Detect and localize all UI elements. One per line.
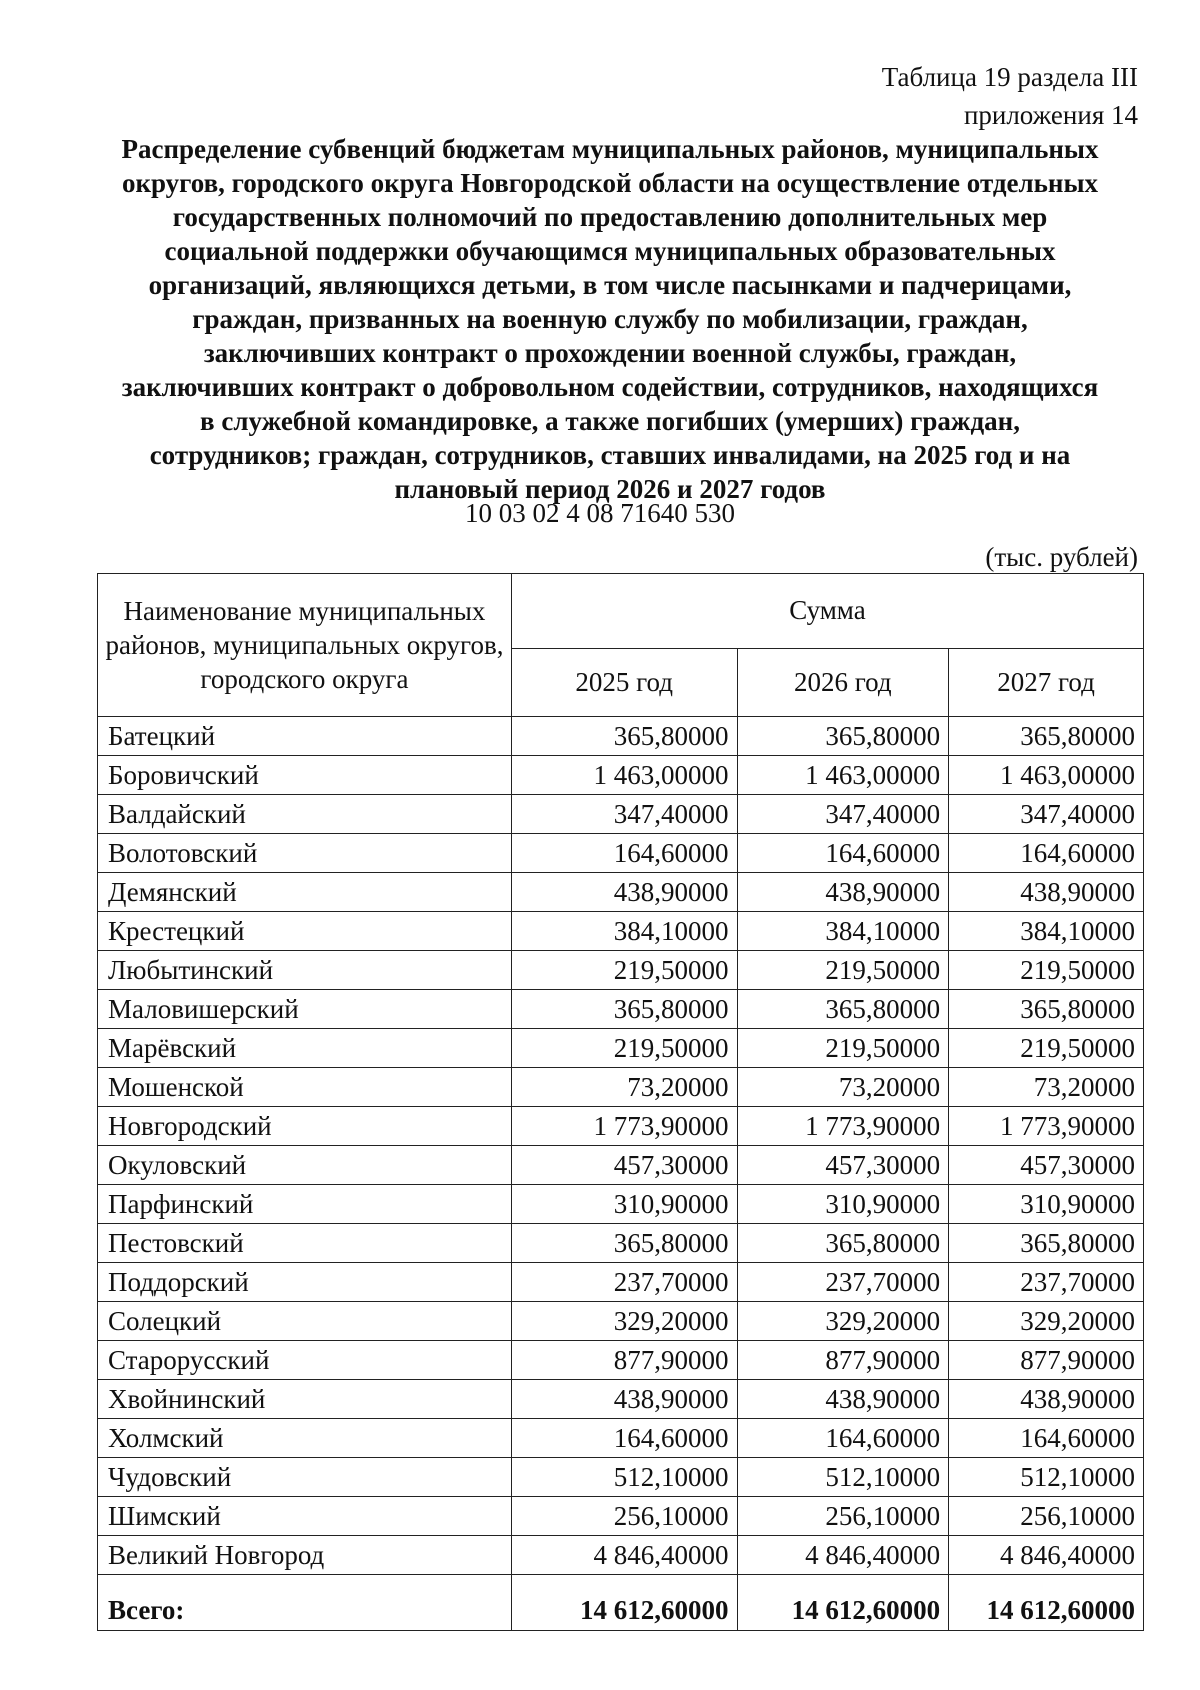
title-line: граждан, призванных на военную службу по мобилизации, граждан, [192, 304, 1028, 334]
amount-2027: 1 773,90000 [949, 1107, 1144, 1146]
amount-2027: 438,90000 [949, 873, 1144, 912]
amount-2025: 219,50000 [511, 951, 737, 990]
title-line: в служебной командировке, а также погибших (умерших) граждан, [200, 406, 1020, 436]
amount-2026: 219,50000 [737, 951, 949, 990]
budget-classification-code: 10 03 02 4 08 71640 530 [465, 498, 735, 528]
amount-2025: 164,60000 [511, 834, 737, 873]
table-row [98, 1224, 1144, 1263]
total-value-2025: 14 612,60000 [511, 1575, 737, 1631]
amount-2026: 512,10000 [737, 1458, 949, 1497]
document-title [95, 132, 1125, 506]
table-row [98, 1107, 1144, 1146]
amount-2027: 219,50000 [949, 951, 1144, 990]
district-name: Парфинский [98, 1185, 512, 1224]
amount-2025: 365,80000 [511, 717, 737, 756]
table-row [98, 1068, 1144, 1107]
title-line: сотрудников; граждан, сотрудников, ставших инвалидами, на 2025 год и на [149, 440, 1071, 470]
amount-2027: 237,70000 [949, 1263, 1144, 1302]
district-name: Великий Новгород [98, 1536, 512, 1575]
district-name: Холмский [98, 1419, 512, 1458]
district-name: Волотовский [98, 834, 512, 873]
amount-2026: 164,60000 [737, 834, 949, 873]
amount-2025: 1 773,90000 [511, 1107, 737, 1146]
district-name: Мошенской [98, 1068, 512, 1107]
amount-2026: 237,70000 [737, 1263, 949, 1302]
amount-2027: 310,90000 [949, 1185, 1144, 1224]
amount-2025: 219,50000 [511, 1029, 737, 1068]
amount-2026: 1 463,00000 [737, 756, 949, 795]
amount-2027: 877,90000 [949, 1341, 1144, 1380]
amount-2027: 384,10000 [949, 912, 1144, 951]
title-line: плановый период 2026 и 2027 годов [394, 474, 826, 504]
title-line: заключивших контракт о добровольном содействии, сотрудников, находящихся [121, 372, 1099, 402]
table-row [98, 1302, 1144, 1341]
table-row [98, 1380, 1144, 1419]
name-header-line: Наименование муниципальных [123, 596, 486, 626]
amount-2026: 73,20000 [737, 1068, 949, 1107]
district-name: Поддорский [98, 1263, 512, 1302]
amount-2025: 1 463,00000 [511, 756, 737, 795]
amount-2027: 438,90000 [949, 1380, 1144, 1419]
amount-2027: 457,30000 [949, 1146, 1144, 1185]
district-name: Старорусский [98, 1341, 512, 1380]
amount-2026: 310,90000 [737, 1185, 949, 1224]
district-name: Демянский [98, 873, 512, 912]
table-row [98, 912, 1144, 951]
amount-2026: 347,40000 [737, 795, 949, 834]
amount-2027: 1 463,00000 [949, 756, 1144, 795]
amount-2025: 310,90000 [511, 1185, 737, 1224]
district-name: Боровичский [98, 756, 512, 795]
district-name: Валдайский [98, 795, 512, 834]
amount-2026: 877,90000 [737, 1341, 949, 1380]
table-row [98, 1146, 1144, 1185]
title-line: заключивших контракт о прохождении военной службы, граждан, [203, 338, 1017, 368]
amount-2025: 73,20000 [511, 1068, 737, 1107]
year-2025-header: 2025 год [511, 648, 737, 716]
amount-2026: 164,60000 [737, 1419, 949, 1458]
amount-2026: 438,90000 [737, 1380, 949, 1419]
amount-2025: 347,40000 [511, 795, 737, 834]
name-header-line: городского округа [200, 664, 409, 694]
title-line: Распределение субвенций бюджетам муниципальных районов, муниципальных [121, 134, 1099, 164]
amount-2025: 237,70000 [511, 1263, 737, 1302]
amount-2025: 512,10000 [511, 1458, 737, 1497]
table-reference-line-1: Таблица 19 раздела III [881, 62, 1138, 92]
amount-2027: 256,10000 [949, 1497, 1144, 1536]
district-name: Крестецкий [98, 912, 512, 951]
amount-2027: 73,20000 [949, 1068, 1144, 1107]
amount-2027: 512,10000 [949, 1458, 1144, 1497]
title-line: округов, городского округа Новгородской области на осуществление отдельных [121, 168, 1099, 198]
table-row [98, 717, 1144, 756]
table-row [98, 873, 1144, 912]
amount-2025: 329,20000 [511, 1302, 737, 1341]
table-row [98, 1458, 1144, 1497]
district-name: Новгородский [98, 1107, 512, 1146]
amount-2027: 219,50000 [949, 1029, 1144, 1068]
amount-2025: 164,60000 [511, 1419, 737, 1458]
district-name: Чудовский [98, 1458, 512, 1497]
amount-2026: 457,30000 [737, 1146, 949, 1185]
total-label: Всего: [98, 1575, 512, 1631]
district-name: Солецкий [98, 1302, 512, 1341]
table-row [98, 951, 1144, 990]
amount-2025: 4 846,40000 [511, 1536, 737, 1575]
table-row [98, 795, 1144, 834]
amount-2026: 4 846,40000 [737, 1536, 949, 1575]
district-name: Маловишерский [98, 990, 512, 1029]
district-name: Хвойнинский [98, 1380, 512, 1419]
table-row [98, 1185, 1144, 1224]
amount-2026: 384,10000 [737, 912, 949, 951]
amount-2026: 329,20000 [737, 1302, 949, 1341]
amount-2025: 365,80000 [511, 990, 737, 1029]
amount-2026: 438,90000 [737, 873, 949, 912]
title-line: организаций, являющихся детьми, в том числе пасынками и падчерицами, [148, 270, 1072, 300]
table-row [98, 756, 1144, 795]
amount-2027: 4 846,40000 [949, 1536, 1144, 1575]
district-name: Шимский [98, 1497, 512, 1536]
amount-2027: 347,40000 [949, 795, 1144, 834]
amount-2027: 365,80000 [949, 1224, 1144, 1263]
amount-2027: 365,80000 [949, 990, 1144, 1029]
total-value-2026: 14 612,60000 [737, 1575, 949, 1631]
table-row [98, 834, 1144, 873]
amount-2027: 164,60000 [949, 1419, 1144, 1458]
year-2027-header: 2027 год [949, 648, 1144, 716]
total-row [98, 1575, 1144, 1631]
table-row [98, 1341, 1144, 1380]
amount-2026: 1 773,90000 [737, 1107, 949, 1146]
amount-2025: 438,90000 [511, 873, 737, 912]
sum-column-header: Сумма [511, 574, 1143, 649]
amount-2027: 329,20000 [949, 1302, 1144, 1341]
district-name: Марёвский [98, 1029, 512, 1068]
amount-2026: 219,50000 [737, 1029, 949, 1068]
table-row [98, 1029, 1144, 1068]
title-line: социальной поддержки обучающимся муниципальных образовательных [164, 236, 1056, 266]
district-name: Батецкий [98, 717, 512, 756]
table-row [98, 990, 1144, 1029]
amount-2025: 365,80000 [511, 1224, 737, 1263]
total-value-2027: 14 612,60000 [949, 1575, 1144, 1631]
district-name: Окуловский [98, 1146, 512, 1185]
amount-2025: 457,30000 [511, 1146, 737, 1185]
amount-2026: 365,80000 [737, 717, 949, 756]
table-row [98, 1497, 1144, 1536]
amount-2026: 365,80000 [737, 1224, 949, 1263]
amount-2026: 256,10000 [737, 1497, 949, 1536]
table-row [98, 1419, 1144, 1458]
amount-2027: 164,60000 [949, 834, 1144, 873]
amount-2025: 438,90000 [511, 1380, 737, 1419]
name-column-header [98, 574, 512, 717]
table-reference-line-2: приложения 14 [963, 100, 1138, 130]
year-2026-header: 2026 год [737, 648, 949, 716]
table-row [98, 1263, 1144, 1302]
name-header-line: районов, муниципальных округов, [105, 630, 504, 660]
title-line: государственных полномочий по предоставлению дополнительных мер [172, 202, 1048, 232]
subvention-table [97, 573, 1144, 1631]
units-label: (тыс. рублей) [985, 542, 1138, 572]
amount-2025: 256,10000 [511, 1497, 737, 1536]
district-name: Любытинский [98, 951, 512, 990]
table-row [98, 1536, 1144, 1575]
amount-2027: 365,80000 [949, 717, 1144, 756]
amount-2026: 365,80000 [737, 990, 949, 1029]
amount-2025: 384,10000 [511, 912, 737, 951]
amount-2025: 877,90000 [511, 1341, 737, 1380]
district-name: Пестовский [98, 1224, 512, 1263]
